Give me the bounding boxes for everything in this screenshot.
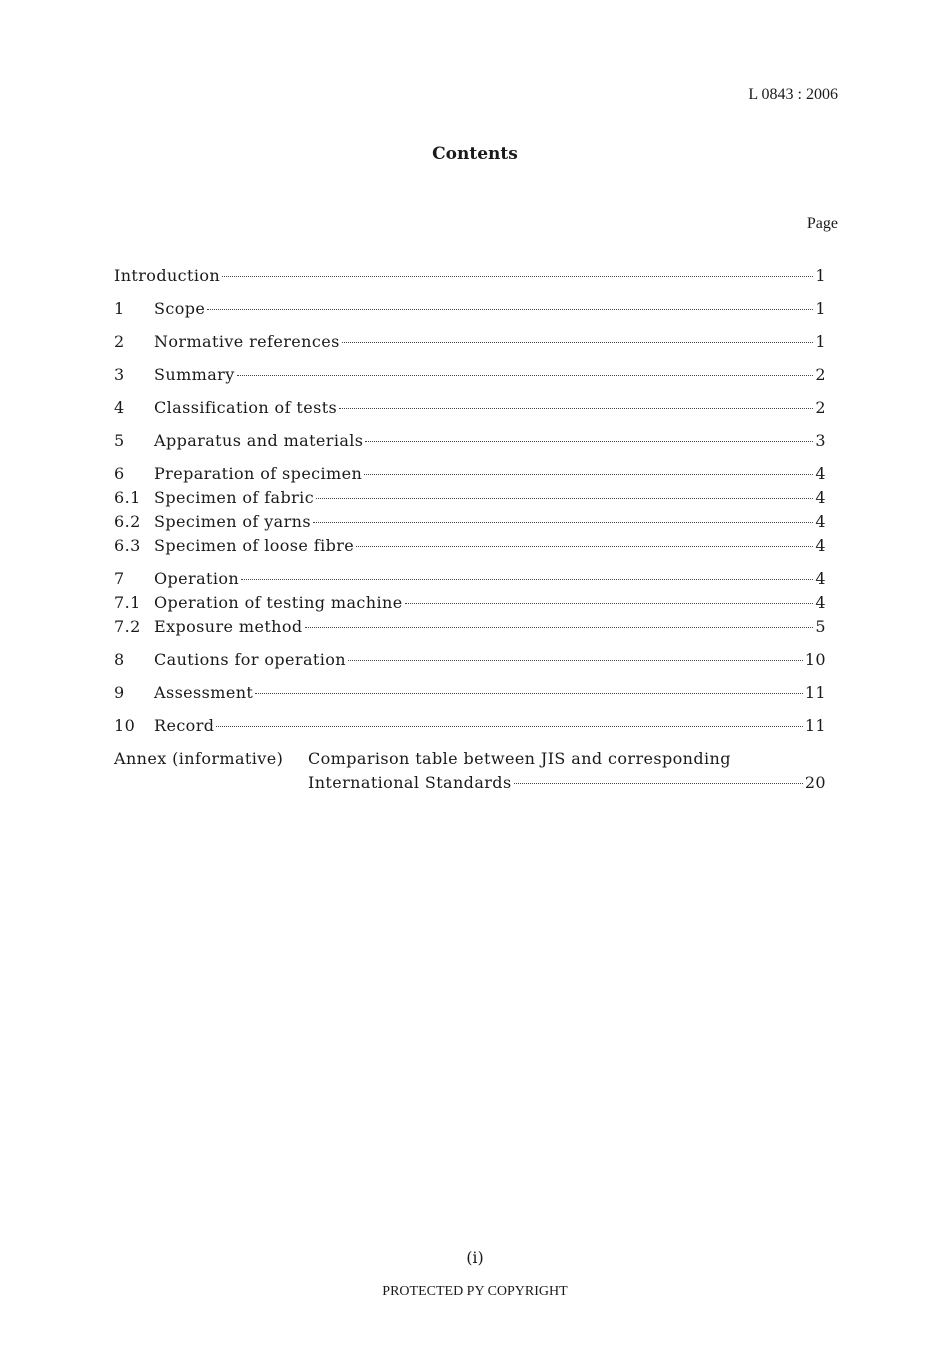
toc-entry[interactable] [114, 534, 826, 558]
toc-entry-page: 10 [804, 650, 826, 669]
toc-entry-number: 10 [114, 716, 136, 735]
toc-entry-number: 7.2 [114, 617, 141, 636]
toc-entry-page: 4 [815, 464, 826, 483]
toc-entry-page: 5 [815, 617, 826, 636]
toc-entry-page: 11 [804, 716, 826, 735]
leader-dots [356, 546, 813, 547]
toc-entry[interactable] [114, 363, 826, 387]
leader-dots [305, 627, 814, 628]
toc-entry-number: 4 [114, 398, 125, 417]
toc-entry-number: 3 [114, 365, 125, 384]
toc-entry-page: 2 [815, 398, 826, 417]
toc-entry-title: Normative references [154, 332, 340, 351]
page-column-heading: Page [806, 215, 838, 232]
table-of-contents [114, 264, 826, 795]
toc-entry[interactable] [114, 429, 826, 453]
toc-entry-number: 5 [114, 431, 125, 450]
toc-entry-title: Classification of tests [154, 398, 338, 417]
leader-dots [365, 441, 813, 442]
toc-entry-page: 4 [815, 593, 826, 612]
toc-entry[interactable] [114, 714, 826, 738]
page-title: Contents [432, 144, 518, 164]
toc-entry-title: Operation of testing machine [154, 593, 403, 612]
leader-dots [222, 276, 813, 277]
toc-entry-number: 7.1 [114, 593, 141, 612]
toc-entry-page: 1 [815, 332, 826, 351]
leader-dots [342, 342, 814, 343]
toc-entry-number: 9 [114, 683, 125, 702]
leader-dots [255, 693, 803, 694]
annex-entry[interactable] [114, 747, 826, 771]
annex-page-number: 20 [804, 773, 826, 792]
toc-entry[interactable] [114, 264, 826, 288]
toc-entry-page: 1 [815, 266, 826, 285]
toc-entry-number: 6 [114, 464, 125, 483]
toc-entry[interactable] [114, 486, 826, 510]
toc-entry[interactable] [114, 297, 826, 321]
leader-dots [241, 579, 813, 580]
toc-entry-number: 7 [114, 569, 125, 588]
toc-entry-page: 2 [815, 365, 826, 384]
toc-entry-title: Introduction [114, 266, 221, 285]
toc-entry-title: Preparation of specimen [154, 464, 363, 483]
toc-entry-title: Exposure method [154, 617, 303, 636]
toc-entry-page: 4 [815, 536, 826, 555]
toc-entry-number: 2 [114, 332, 125, 351]
leader-dots [364, 474, 813, 475]
leader-dots [405, 603, 814, 604]
leader-dots [237, 375, 814, 376]
toc-entry[interactable] [114, 615, 826, 639]
annex-title-line2: International Standards [308, 773, 512, 792]
toc-entry-number: 6.2 [114, 512, 141, 531]
leader-dots [514, 783, 803, 784]
leader-dots [339, 408, 813, 409]
toc-entry-page: 4 [815, 512, 826, 531]
annex-entry-continuation[interactable] [114, 771, 826, 795]
toc-entry-number: 1 [114, 299, 125, 318]
toc-entry[interactable] [114, 510, 826, 534]
toc-entry[interactable] [114, 396, 826, 420]
leader-dots [207, 309, 813, 310]
toc-entry-title: Specimen of loose fibre [154, 536, 355, 555]
leader-dots [348, 660, 803, 661]
toc-entry-number: 6.1 [114, 488, 141, 507]
leader-dots [316, 498, 813, 499]
toc-entry-number: 6.3 [114, 536, 141, 555]
toc-entry[interactable] [114, 330, 826, 354]
toc-entry-page: 3 [815, 431, 826, 450]
toc-entry-title: Operation [154, 569, 240, 588]
toc-entry-page: 4 [815, 488, 826, 507]
toc-entry[interactable] [114, 591, 826, 615]
toc-entry-title: Record [154, 716, 215, 735]
leader-dots [313, 522, 813, 523]
toc-entry[interactable] [114, 462, 826, 486]
toc-entry[interactable] [114, 567, 826, 591]
toc-entry-title: Scope [154, 299, 206, 318]
toc-entry-title: Assessment [154, 683, 254, 702]
annex-title-line1: Comparison table between JIS and corresponding [308, 749, 731, 768]
document-id: L 0843 : 2006 [748, 86, 838, 103]
footer-page-number: (i) [466, 1248, 484, 1267]
leader-dots [216, 726, 802, 727]
annex-label: Annex (informative) [114, 749, 284, 768]
toc-entry-title: Specimen of fabric [154, 488, 315, 507]
toc-entry-title: Cautions for operation [154, 650, 346, 669]
toc-entry-title: Apparatus and materials [154, 431, 364, 450]
toc-entry[interactable] [114, 681, 826, 705]
toc-entry[interactable] [114, 648, 826, 672]
copyright-notice: PROTECTED PY COPYRIGHT [382, 1284, 568, 1299]
toc-entry-page: 11 [804, 683, 826, 702]
toc-entry-page: 1 [815, 299, 826, 318]
toc-entry-page: 4 [815, 569, 826, 588]
toc-entry-title: Summary [154, 365, 235, 384]
toc-entry-number: 8 [114, 650, 125, 669]
toc-entry-title: Specimen of yarns [154, 512, 311, 531]
